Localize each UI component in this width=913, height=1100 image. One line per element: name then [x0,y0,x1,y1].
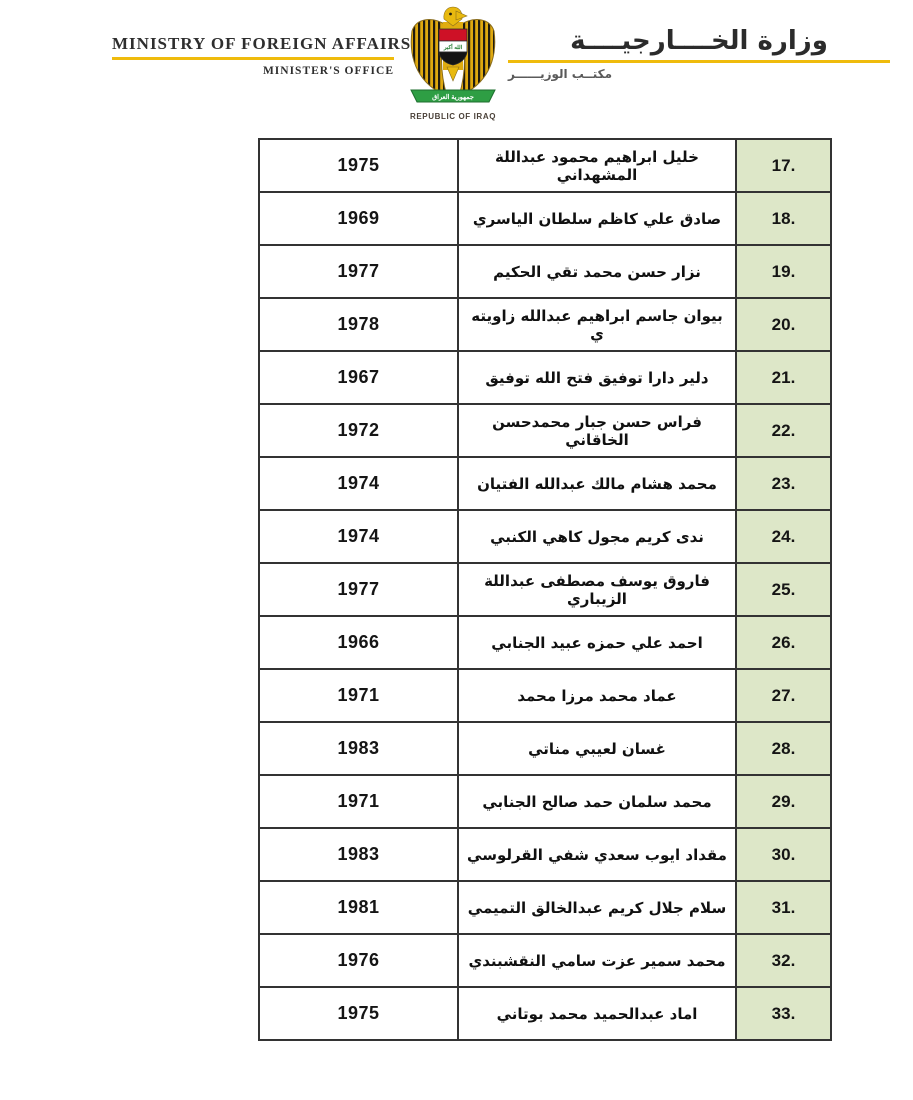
birth-year-cell: 1977 [259,245,458,298]
birth-year-cell: 1969 [259,192,458,245]
table-row [259,987,831,1040]
eagle-of-saladin-icon [403,6,503,110]
table-row [259,245,831,298]
birth-year-cell: 1978 [259,298,458,351]
row-number-cell: 24. [736,510,831,563]
table-row [259,510,831,563]
iraq-coat-of-arms [401,6,505,121]
birth-year-cell: 1967 [259,351,458,404]
table-row [259,775,831,828]
person-name-cell: محمد سمير عزت سامي النقشبندي [458,934,736,987]
ministry-name-en: MINISTRY OF FOREIGN AFFAIRS [112,34,412,53]
person-name-cell: غسان لعيبي مناتي [458,722,736,775]
person-name-cell: اماد عبدالحميد محمد بوتاني [458,987,736,1040]
row-number-cell: 26. [736,616,831,669]
table-row [259,669,831,722]
person-name-cell: محمد هشام مالك عبدالله الفتيان [458,457,736,510]
table-row [259,404,831,457]
row-number-cell: 21. [736,351,831,404]
row-number-cell: 32. [736,934,831,987]
table-row [259,881,831,934]
ministry-name-ar: وزارة الخــــارجيــــة [570,26,828,56]
gold-divider-right [508,60,890,63]
table-row [259,934,831,987]
person-name-cell: فراس حسن جبار محمدحسن الخاقاني [458,404,736,457]
row-number-cell: 20. [736,298,831,351]
person-name-cell: نزار حسن محمد تقي الحكيم [458,245,736,298]
person-name-cell: دلير دارا توفيق فتح الله توفيق [458,351,736,404]
birth-year-cell: 1975 [259,139,458,192]
birth-year-cell: 1966 [259,616,458,669]
table-row [259,192,831,245]
person-name-cell: صادق علي كاظم سلطان الياسري [458,192,736,245]
person-name-cell: بيوان جاسم ابراهيم عبدالله زاويته ي [458,298,736,351]
table-row [259,828,831,881]
table-row [259,616,831,669]
personnel-roster [258,138,832,1041]
person-name-cell: ندى كريم مجول كاهي الكنبي [458,510,736,563]
shield-takbir-text: الله أكبر [443,45,463,51]
person-name-cell: فاروق يوسف مصطفى عبداللة الزيباري [458,563,736,616]
person-name-cell: احمد علي حمزه عبيد الجنابي [458,616,736,669]
birth-year-cell: 1974 [259,510,458,563]
banner-country-ar: جمهورية العراق [432,94,474,101]
row-number-cell: 18. [736,192,831,245]
row-number-cell: 23. [736,457,831,510]
birth-year-cell: 1975 [259,987,458,1040]
birth-year-cell: 1974 [259,457,458,510]
birth-year-cell: 1977 [259,563,458,616]
row-number-cell: 28. [736,722,831,775]
row-number-cell: 25. [736,563,831,616]
table-row [259,457,831,510]
table-row [259,298,831,351]
table-row [259,563,831,616]
row-number-cell: 22. [736,404,831,457]
row-number-cell: 31. [736,881,831,934]
gold-divider-left [112,57,394,60]
letterhead-english-block [112,34,412,77]
row-number-cell: 17. [736,139,831,192]
table-row [259,722,831,775]
person-name-cell: مقداد ايوب سعدي شفي القرلوسي [458,828,736,881]
person-name-cell: خليل ابراهيم محمود عبداللة المشهداني [458,139,736,192]
table-row [259,351,831,404]
birth-year-cell: 1983 [259,722,458,775]
letterhead-arabic-block [508,26,890,81]
table-row [259,139,831,192]
birth-year-cell: 1976 [259,934,458,987]
row-number-cell: 19. [736,245,831,298]
birth-year-cell: 1981 [259,881,458,934]
row-number-cell: 27. [736,669,831,722]
person-name-cell: سلام جلال كريم عبدالخالق التميمي [458,881,736,934]
ministers-office-ar: مكتــب الوزيــــــر [508,67,613,82]
row-number-cell: 33. [736,987,831,1040]
emblem-country-en: REPUBLIC OF IRAQ [409,112,497,121]
birth-year-cell: 1971 [259,669,458,722]
person-name-cell: عماد محمد مرزا محمد [458,669,736,722]
personnel-table [258,138,832,1041]
person-name-cell: محمد سلمان حمد صالح الجنابي [458,775,736,828]
row-number-cell: 30. [736,828,831,881]
ministers-office-en: MINISTER'S OFFICE [262,65,394,77]
birth-year-cell: 1983 [259,828,458,881]
birth-year-cell: 1971 [259,775,458,828]
row-number-cell: 29. [736,775,831,828]
birth-year-cell: 1972 [259,404,458,457]
